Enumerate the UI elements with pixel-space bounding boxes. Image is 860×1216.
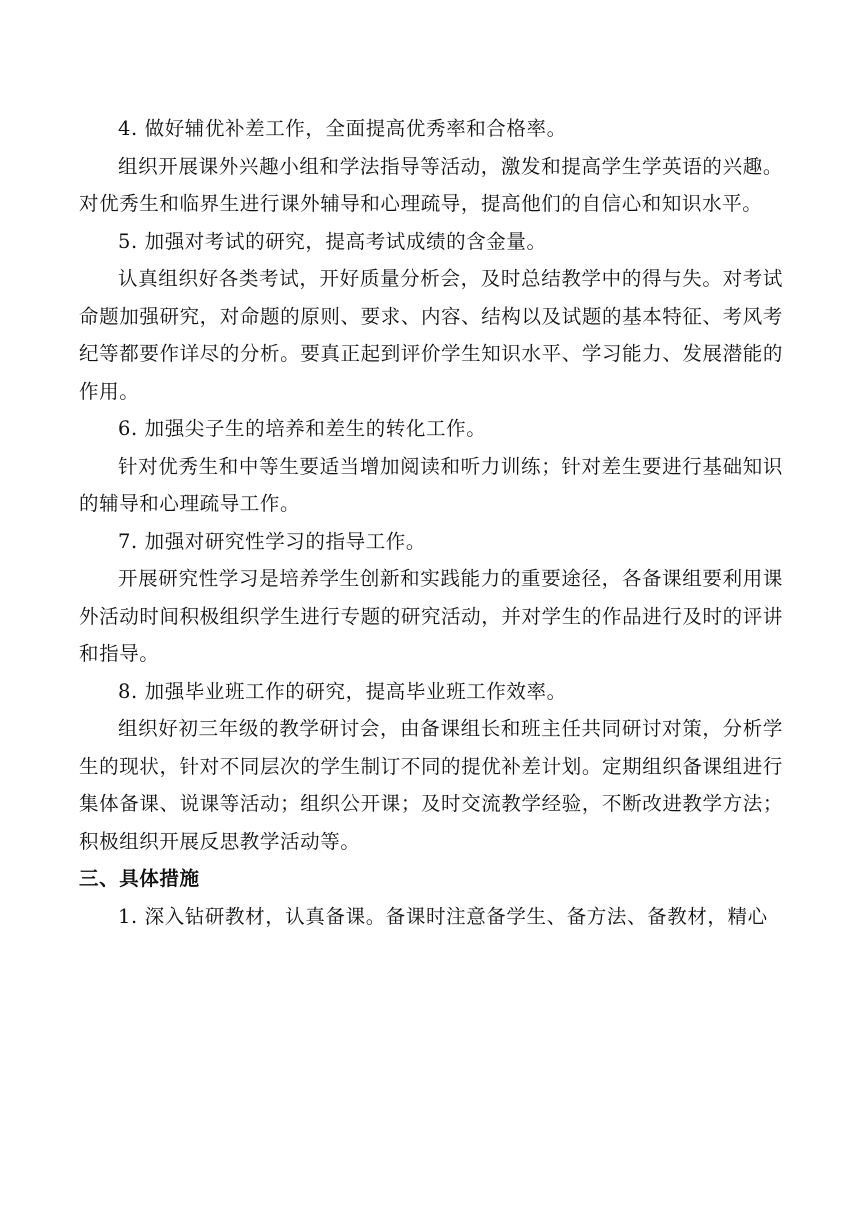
item-8: 8. 加强毕业班工作的研究，提高毕业班工作效率。: [118, 679, 567, 703]
section-heading-measures: 三、具体措施: [79, 867, 200, 890]
item-5: 5. 加强对考试的研究，提高考试成绩的含金量。: [118, 229, 547, 253]
paragraph-exams: 认真组织好各类考试，开好质量分析会，及时总结教学中的得与失。对考试命题加强研究，对命题的原则、要求、内容、结构以及试题的基本特征、考风考纪等都要作详尽的分析。要真正起到评价学生知识水平、学习能力、发展潜能的作用。: [79, 267, 783, 403]
document-page: [79, 110, 783, 935]
paragraph-research-learning: 开展研究性学习是培养学生创新和实践能力的重要途径，各备课组要利用课外活动时间积极组织学生进行专题的研究活动，并对学生的作品进行及时的评讲和指导。: [79, 567, 783, 665]
paragraph-graduating-class: 组织好初三年级的教学研讨会，由备课组长和班主任共同研讨对策，分析学生的现状，针对不同层次的学生制订不同的提优补差计划。定期组织备课组进行集体备课、说课等活动；组织公开课；及时交流教学经验，不断改进教学方法；积极组织开展反思教学活动等。: [79, 717, 783, 853]
item-6: 6. 加强尖子生的培养和差生的转化工作。: [118, 417, 487, 440]
item-7: 7. 加强对研究性学习的指导工作。: [118, 529, 427, 553]
paragraph-tutoring: 组织开展课外兴趣小组和学法指导等活动，激发和提高学生学英语的兴趣。对优秀生和临界生进行课外辅导和心理疏导，提高他们的自信心和知识水平。: [79, 154, 783, 215]
item-1-measures: 1. 深入钻研教材，认真备课。备课时注意备学生、备方法、备教材，精心: [118, 904, 768, 928]
paragraph-top-students: 针对优秀生和中等生要适当增加阅读和听力训练；针对差生要进行基础知识的辅导和心理疏导工作。: [79, 454, 783, 515]
item-4: 4. 做好辅优补差工作，全面提高优秀率和合格率。: [118, 117, 567, 140]
